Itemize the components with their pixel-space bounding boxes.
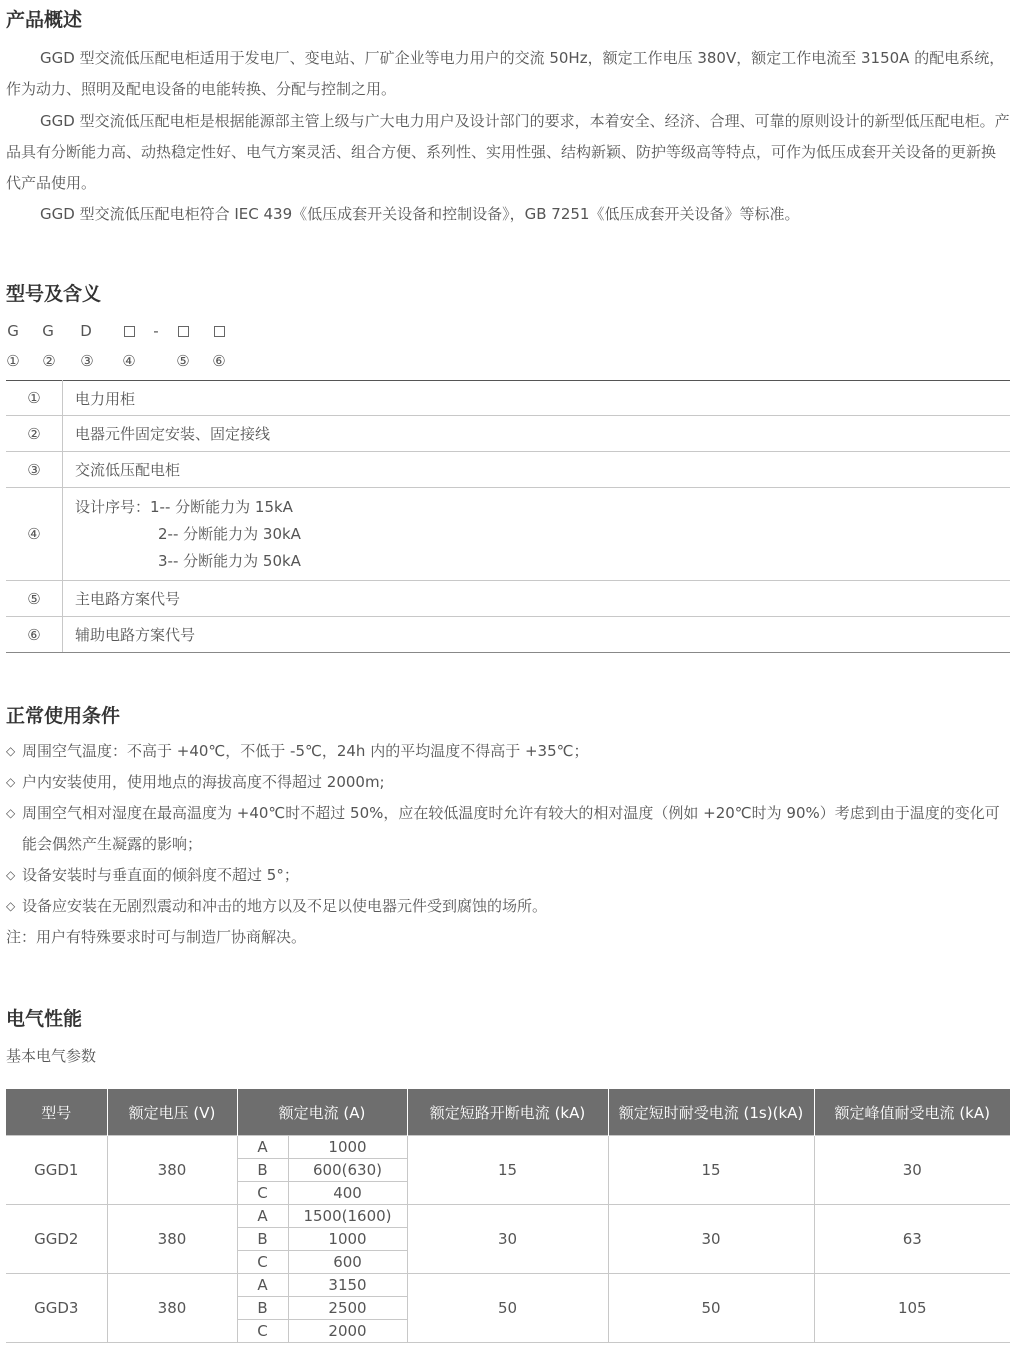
table-row	[6, 581, 1010, 617]
electrical-subtitle: 基本电气参数	[6, 1047, 97, 1065]
code-number: ⑤	[176, 352, 190, 370]
voltage-cell: 380	[107, 1136, 237, 1205]
list-item	[6, 860, 1010, 891]
current-cell: 1000	[288, 1136, 407, 1159]
current-cell: 1000	[288, 1228, 407, 1251]
list-item	[6, 767, 1010, 798]
diamond-outline-icon: ◇	[6, 744, 16, 758]
short-time-cell: 50	[608, 1274, 814, 1343]
header-model: 型号	[6, 1089, 107, 1136]
header-voltage: 额定电压 (V)	[107, 1089, 237, 1136]
code-number: ④	[122, 352, 136, 370]
table-row	[6, 381, 1010, 416]
grade-cell: A	[237, 1274, 288, 1297]
grade-cell: A	[237, 1136, 288, 1159]
grade-cell: C	[237, 1251, 288, 1274]
grade-cell: C	[237, 1320, 288, 1343]
table-row	[6, 1274, 1010, 1297]
grade-cell: B	[237, 1159, 288, 1182]
grade-cell: C	[237, 1182, 288, 1205]
code-box	[209, 322, 229, 340]
row-number: ④	[6, 488, 63, 581]
break-cell: 15	[407, 1136, 608, 1205]
diamond-outline-icon: ◇	[6, 806, 16, 820]
condition-text: 设备应安装在无剧烈震动和冲击的地方以及不足以使电器元件受到腐蚀的场所。	[22, 897, 548, 915]
condition-text: 周围空气温度：不高于 +40℃，不低于 -5℃，24h 内的平均温度不得高于 +35℃；	[22, 742, 589, 760]
diamond-outline-icon: ◇	[6, 775, 16, 789]
overview-paragraph-1: GGD 型交流低压配电柜适用于发电厂、变电站、厂矿企业等电力用户的交流 50Hz，额定工作电压 380V，额定工作电流至 3150A 的配电系统，作为动力、照明及配电设备的电能转换、分配与控制之用。	[6, 49, 1005, 98]
diamond-outline-icon: ◇	[6, 868, 16, 882]
grade-cell: B	[237, 1228, 288, 1251]
table-header-row	[6, 1089, 1010, 1136]
code-number: ③	[80, 352, 94, 370]
row-text: 交流低压配电柜	[63, 452, 1011, 488]
voltage-cell: 380	[107, 1274, 237, 1343]
peak-cell: 105	[814, 1274, 1010, 1343]
row-text: 辅助电路方案代号	[63, 617, 1011, 653]
row-number: ⑤	[6, 581, 63, 617]
row-text: 电器元件固定安装、固定接线	[63, 416, 1011, 452]
break-cell: 50	[407, 1274, 608, 1343]
code-letter: G	[42, 322, 54, 340]
row-text: 电力用柜	[63, 381, 1011, 416]
current-cell: 3150	[288, 1274, 407, 1297]
current-cell: 600	[288, 1251, 407, 1274]
code-dash: -	[153, 322, 159, 340]
electrical-title: 电气性能	[6, 1008, 83, 1030]
conditions-note: 注：用户有特殊要求时可与制造厂协商解决。	[6, 928, 307, 946]
break-cell: 30	[407, 1205, 608, 1274]
code-letter: G	[7, 322, 19, 340]
short-time-cell: 30	[608, 1205, 814, 1274]
list-item	[6, 798, 1010, 860]
grade-cell: B	[237, 1297, 288, 1320]
overview-paragraph-2: GGD 型交流低压配电柜是根据能源部主管上级与广大电力用户及设计部门的要求，本着安全、经济、合理、可靠的原则设计的新型低压配电柜。产品具有分断能力高、动热稳定性好、电气方案灵活、组合方便、系列性、实用性强、结构新颖、防护等级高等特点，可作为低压成套开关设备的更新换代产品使用。	[6, 112, 1010, 192]
current-cell: 2000	[288, 1320, 407, 1343]
diamond-outline-icon: ◇	[6, 899, 16, 913]
grade-cell: A	[237, 1205, 288, 1228]
model-cell: GGD3	[6, 1274, 107, 1343]
table-row	[6, 1205, 1010, 1228]
design-line: 2-- 分断能力为 30kA	[158, 524, 301, 543]
table-row	[6, 1136, 1010, 1159]
row-number: ①	[6, 381, 63, 416]
code-number: ⑥	[212, 352, 226, 370]
model-cell: GGD2	[6, 1205, 107, 1274]
conditions-list	[6, 736, 1010, 953]
row-text: 主电路方案代号	[63, 581, 1011, 617]
list-item	[6, 736, 1010, 767]
current-cell: 600(630)	[288, 1159, 407, 1182]
electrical-parameters-table	[6, 1089, 1010, 1343]
condition-text: 周围空气相对湿度在最高温度为 +40℃时不超过 50%，应在较低温度时允许有较大的相对温度（例如 +20℃时为 90%）考虑到由于温度的变化可能会偶然产生凝露的影响；	[22, 804, 1000, 853]
voltage-cell: 380	[107, 1205, 237, 1274]
short-time-cell: 15	[608, 1136, 814, 1205]
code-number: ①	[6, 352, 20, 370]
overview-paragraph-3: GGD 型交流低压配电柜符合 IEC 439《低压成套开关设备和控制设备》，GB 7251《低压成套开关设备》等标准。	[40, 205, 800, 223]
current-cell: 1500(1600)	[288, 1205, 407, 1228]
header-current: 额定电流 (A)	[237, 1089, 407, 1136]
table-row	[6, 452, 1010, 488]
header-short-time-current: 额定短时耐受电流 (1s)(kA)	[608, 1089, 814, 1136]
row-text	[63, 488, 1011, 581]
current-cell: 2500	[288, 1297, 407, 1320]
table-row	[6, 617, 1010, 653]
list-item	[6, 891, 1010, 922]
row-number: ⑥	[6, 617, 63, 653]
model-title: 型号及含义	[6, 283, 102, 305]
row-number: ②	[6, 416, 63, 452]
model-cell: GGD1	[6, 1136, 107, 1205]
peak-cell: 30	[814, 1136, 1010, 1205]
design-line: 设计序号：1-- 分断能力为 15kA	[75, 497, 293, 516]
current-cell: 400	[288, 1182, 407, 1205]
code-box	[119, 322, 139, 340]
condition-text: 户内安装使用，使用地点的海拔高度不得超过 2000m;	[22, 773, 385, 791]
model-meaning-table	[6, 380, 1010, 653]
code-number: ②	[42, 352, 56, 370]
header-peak-current: 额定峰值耐受电流 (kA)	[814, 1089, 1010, 1136]
row-number: ③	[6, 452, 63, 488]
conditions-title: 正常使用条件	[6, 705, 121, 727]
table-row	[6, 488, 1010, 581]
code-box	[173, 322, 193, 340]
peak-cell: 63	[814, 1205, 1010, 1274]
header-break-current: 额定短路开断电流 (kA)	[407, 1089, 608, 1136]
table-row	[6, 416, 1010, 452]
design-line: 3-- 分断能力为 50kA	[158, 551, 301, 570]
overview-title: 产品概述	[6, 9, 83, 31]
condition-text: 设备安装时与垂直面的倾斜度不超过 5°；	[22, 866, 299, 884]
code-letter: D	[80, 322, 92, 340]
